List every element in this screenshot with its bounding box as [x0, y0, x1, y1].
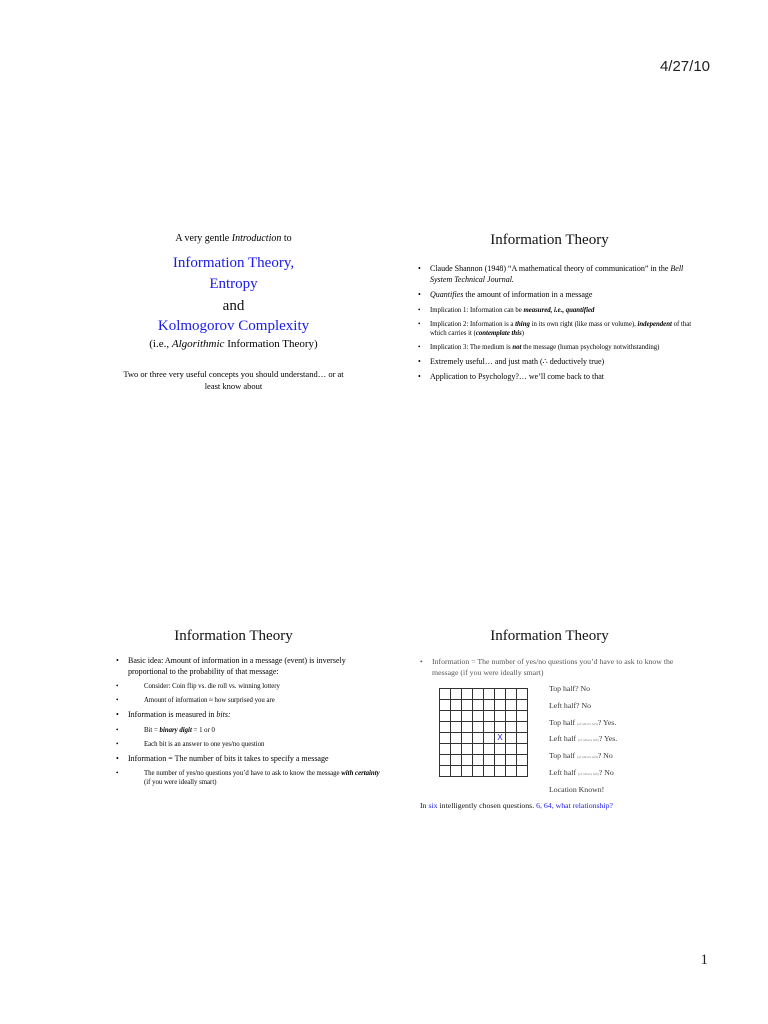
- grid-cell: [484, 711, 495, 722]
- grid-cell: [495, 700, 506, 711]
- list-item: • Implication 3: The medium is not the message (human psychology notwithstanding): [418, 343, 705, 352]
- grid-cell: [495, 722, 506, 733]
- grid-cell: [506, 722, 517, 733]
- slide-title: Information Theory: [174, 628, 293, 644]
- intro-line: A very gentle Introduction to: [175, 233, 292, 244]
- grid-cell: [517, 733, 528, 744]
- list-item: • Claude Shannon (1948) “A mathematical theory of communication” in the Bell System Technical Journal.: [418, 264, 705, 285]
- slide-title: Information Theory: [490, 232, 609, 248]
- grid-cell: [451, 755, 462, 766]
- slide-title: Information Theory: [490, 628, 609, 644]
- grid-cell: [440, 722, 451, 733]
- grid-cell: [473, 689, 484, 700]
- grid-cell: [517, 755, 528, 766]
- title-line-1: Information Theory,: [172, 255, 295, 271]
- title-line-3: Kolmogorov Complexity: [157, 318, 310, 334]
- list-item: • Each bit is an answer to one yes/no question: [116, 740, 381, 749]
- list-item: • Application to Psychology?… we’ll come back to that: [418, 372, 705, 383]
- answer-line: Left half (of what’s left)? Yes.: [549, 734, 618, 744]
- grid-cell: [473, 766, 484, 777]
- list-item: • Consider: Coin flip vs. die roll vs. winning lottery: [116, 682, 381, 691]
- answer-line: Top half (of what’s left)? Yes.: [549, 717, 617, 727]
- search-grid: [439, 688, 528, 777]
- title-and: and: [222, 298, 245, 314]
- grid-cell: [484, 689, 495, 700]
- date: 4/27/10: [659, 58, 710, 75]
- grid-cell: [462, 766, 473, 777]
- grid-cell: [473, 744, 484, 755]
- grid-cell: [451, 733, 462, 744]
- grid-cell: [495, 711, 506, 722]
- grid-cell: [440, 744, 451, 755]
- grid-cell: [440, 755, 451, 766]
- answer-list: [549, 684, 617, 802]
- grid-cell: [473, 722, 484, 733]
- grid-cell: [473, 733, 484, 744]
- grid-row: [440, 755, 528, 766]
- slide-4: [392, 620, 707, 856]
- grid-cell: [506, 755, 517, 766]
- list-item: • Extremely useful… and just math (∴ deductively true): [418, 357, 705, 368]
- grid-row: [440, 733, 528, 744]
- grid-cell: [462, 722, 473, 733]
- grid-cell: [484, 766, 495, 777]
- answer-line: Left half? No: [549, 700, 591, 710]
- grid-row: [440, 744, 528, 755]
- grid-cell: [473, 711, 484, 722]
- list-item: • Bit = binary digit = 1 or 0: [116, 726, 381, 735]
- grid-cell: [517, 744, 528, 755]
- grid-cell: [484, 744, 495, 755]
- grid-cell: [517, 722, 528, 733]
- grid-cell: [462, 689, 473, 700]
- intro-bullet: • Information = The number of yes/no questions you’d have to ask to know the message (if you were ideally smart): [420, 656, 687, 678]
- grid-cell: [484, 733, 495, 744]
- grid-row: [440, 689, 528, 700]
- grid-cell: [462, 755, 473, 766]
- grid-cell-marked: X: [495, 733, 506, 744]
- list-item: • Quantifies the amount of information in a message: [418, 290, 705, 301]
- grid-cell: [506, 689, 517, 700]
- grid-cell: [440, 700, 451, 711]
- grid-cell: [473, 755, 484, 766]
- grid-cell: [495, 689, 506, 700]
- grid-cell: [451, 711, 462, 722]
- grid-cell: [506, 766, 517, 777]
- grid-cell: [506, 744, 517, 755]
- grid-cell: [462, 700, 473, 711]
- slide-1: [76, 224, 391, 460]
- grid-cell: [451, 744, 462, 755]
- slide-2: [392, 224, 707, 460]
- grid-cell: [506, 733, 517, 744]
- list-item: • Implication 1: Information can be measured, i.e., quantified: [418, 306, 705, 315]
- grid-cell: [440, 733, 451, 744]
- answer-line: Location Known!: [549, 784, 605, 794]
- grid-row: [440, 722, 528, 733]
- tagline: Two or three very useful concepts you should understand… or at least know about: [123, 369, 344, 391]
- grid-cell: [473, 700, 484, 711]
- grid-row: [440, 711, 528, 722]
- grid-cell: [462, 711, 473, 722]
- grid-cell: [517, 766, 528, 777]
- page-number: 1: [700, 952, 708, 968]
- list-item: • Basic idea: Amount of information in a message (event) is inversely proportional to the probability of that message:: [116, 656, 381, 677]
- grid-cell: [484, 755, 495, 766]
- grid-cell: [495, 755, 506, 766]
- grid-cell: [517, 700, 528, 711]
- grid-cell: [440, 711, 451, 722]
- answer-line: Top half? No: [549, 684, 591, 693]
- grid-row: [440, 700, 528, 711]
- grid-cell: [495, 744, 506, 755]
- grid-cell: [451, 722, 462, 733]
- grid-cell: [517, 689, 528, 700]
- subtitle: (i.e., Algorithmic Information Theory): [149, 338, 318, 350]
- grid-cell: [517, 711, 528, 722]
- grid-cell: [506, 700, 517, 711]
- conclusion-line: In six intelligently chosen questions. 6, 64, what relationship?: [420, 801, 613, 810]
- title-line-2: Entropy: [209, 276, 258, 292]
- answer-line: Left half (of what’s left)? No: [549, 767, 614, 777]
- grid-cell: [506, 711, 517, 722]
- grid-cell: [462, 733, 473, 744]
- slide-3: [76, 620, 391, 856]
- grid-cell: [451, 700, 462, 711]
- grid-cell: [495, 766, 506, 777]
- list-item: • Information is measured in bits:: [116, 710, 381, 721]
- list-item: • Information = The number of bits it takes to specify a message: [116, 754, 381, 765]
- grid-cell: [462, 744, 473, 755]
- grid-cell: [451, 689, 462, 700]
- grid-cell: [484, 722, 495, 733]
- grid-cell: [440, 689, 451, 700]
- list-item: • Amount of information ≈ how surprised you are: [116, 696, 381, 705]
- grid-cell: [440, 766, 451, 777]
- list-item: • The number of yes/no questions you’d have to ask to know the message with certainty (if you were ideally smart): [116, 769, 381, 787]
- grid-cell: [484, 700, 495, 711]
- grid-cell: [451, 766, 462, 777]
- list-item: • Implication 2: Information is a thing in its own right (like mass or volume), independent of that which carries it (contemplate this): [418, 320, 705, 338]
- answer-line: Top half (of what’s left)? No: [549, 751, 613, 761]
- grid-row: [440, 766, 528, 777]
